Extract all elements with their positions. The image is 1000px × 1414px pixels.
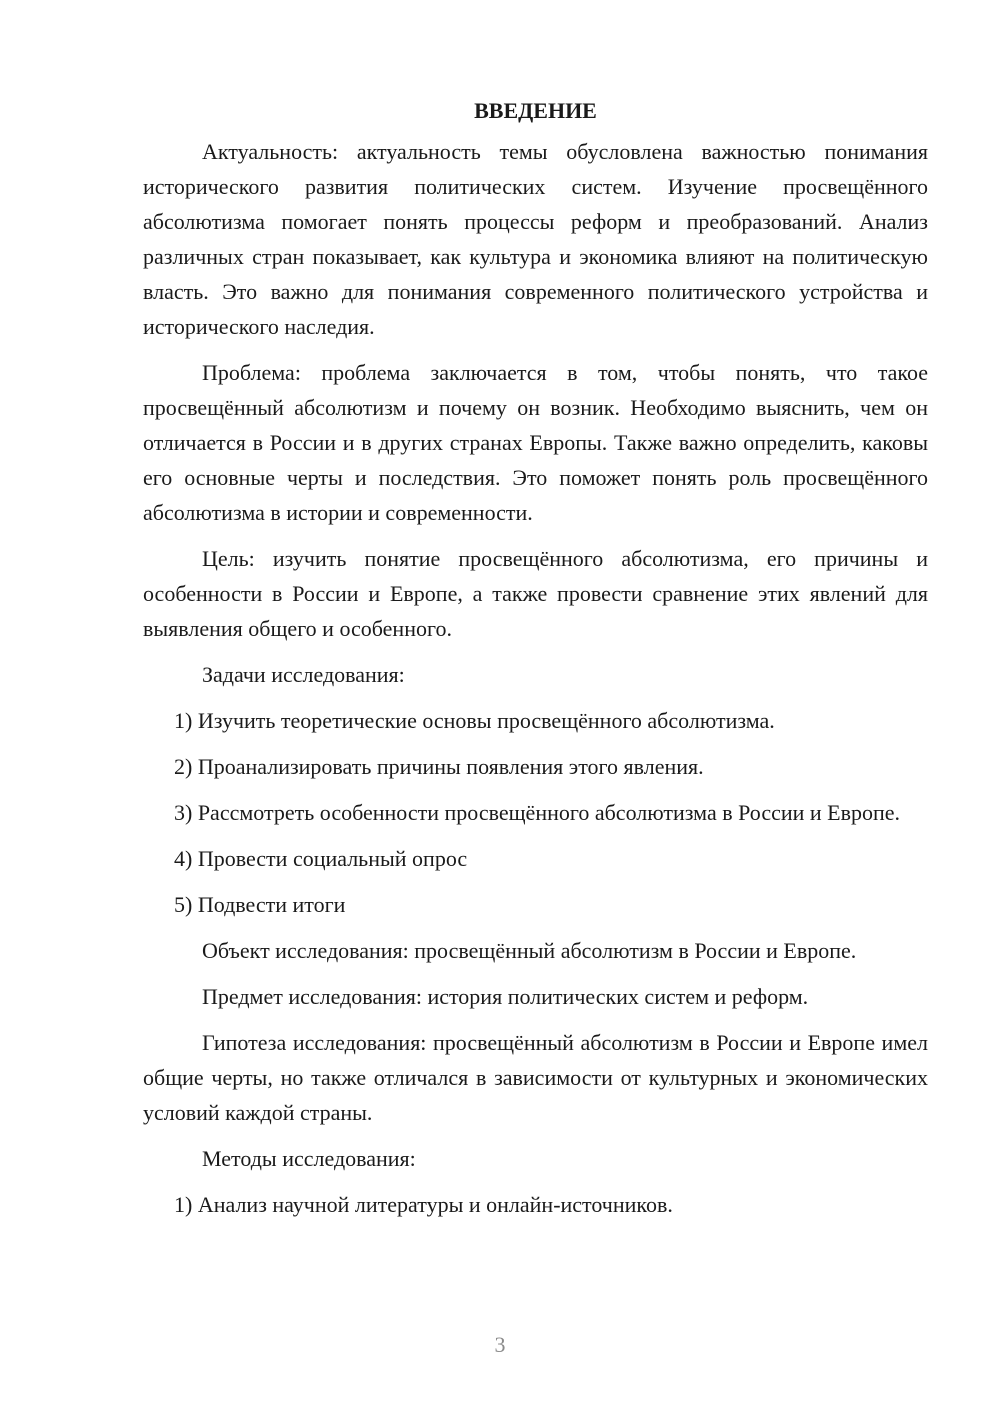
task-item-2: 2) Проанализировать причины появления этого явления. bbox=[174, 754, 704, 779]
page-title: ВВЕДЕНИЕ bbox=[474, 98, 597, 123]
methods-list bbox=[143, 1187, 928, 1222]
tasks-heading: Задачи исследования: bbox=[202, 662, 405, 687]
task-item-3: 3) Рассмотреть особенности просвещённого абсолютизма в России и Европе. bbox=[174, 800, 901, 825]
page-number: 3 bbox=[494, 1332, 506, 1357]
document-page bbox=[143, 93, 928, 1233]
relevance-paragraph: Актуальность: актуальность темы обусловлена важностью понимания исторического развития политических систем. Изучение просвещённого абсолютизма помогает понять процессы реформ и преобразований. Анализ различных стран показывает, как культура и экономика влияют на политическую власть. Это важно для понимания современного политического устройства и исторического наследия. bbox=[143, 139, 928, 339]
tasks-list bbox=[143, 703, 928, 922]
task-item-5: 5) Подвести итоги bbox=[174, 892, 346, 917]
subject-paragraph: Предмет исследования: история политических систем и реформ. bbox=[202, 984, 809, 1009]
method-item-1: 1) Анализ научной литературы и онлайн-источников. bbox=[174, 1192, 673, 1217]
methods-heading: Методы исследования: bbox=[202, 1146, 416, 1171]
hypothesis-paragraph: Гипотеза исследования: просвещённый абсолютизм в России и Европе имел общие черты, но также отличался в зависимости от культурных и экономических условий каждой страны. bbox=[143, 1030, 928, 1125]
task-item-1: 1) Изучить теоретические основы просвещённого абсолютизма. bbox=[174, 708, 775, 733]
problem-paragraph: Проблема: проблема заключается в том, чтобы понять, что такое просвещённый абсолютизм и почему он возник. Необходимо выяснить, чем он отличается в России и в других странах Европы. Также важно определить, каковы его основные черты и последствия. Это поможет понять роль просвещённого абсолютизма в истории и современности. bbox=[143, 360, 928, 525]
goal-paragraph: Цель: изучить понятие просвещённого абсолютизма, его причины и особенности в России и Европе, а также провести сравнение этих явлений для выявления общего и особенного. bbox=[143, 546, 928, 641]
object-paragraph: Объект исследования: просвещённый абсолютизм в России и Европе. bbox=[202, 938, 857, 963]
task-item-4: 4) Провести социальный опрос bbox=[174, 846, 468, 871]
